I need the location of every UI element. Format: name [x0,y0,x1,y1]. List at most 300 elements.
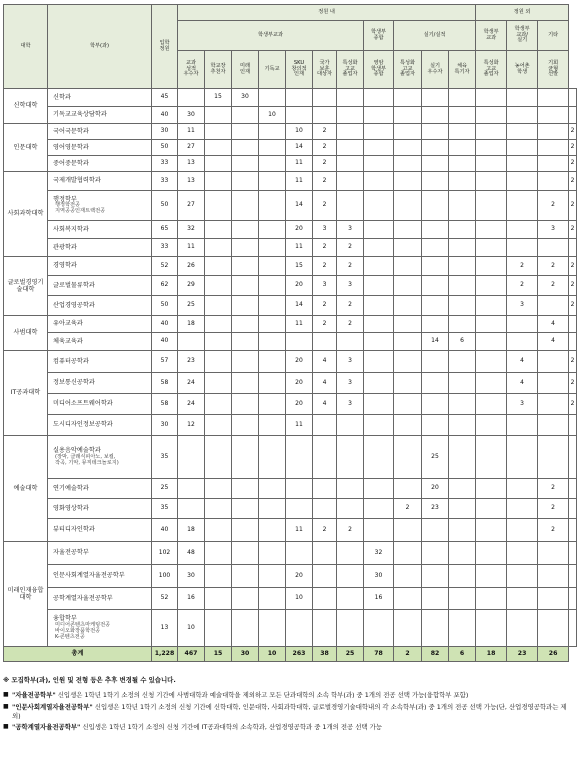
college-cell: 예술대학 [4,436,48,542]
value-cell [313,499,337,519]
total-value: 82 [422,647,449,662]
value-cell [569,316,577,333]
total-value: 2 [394,647,422,662]
value-cell [313,479,337,499]
notes-section [3,676,575,734]
value-cell [232,394,259,415]
table-row [4,107,577,124]
value-cell [507,415,538,436]
value-cell: 2 [394,499,422,519]
dept-name: 관광학과 [53,243,77,251]
value-cell [205,565,232,588]
value-cell [538,140,569,156]
value-cell: 62 [152,276,178,296]
value-cell [205,257,232,276]
value-cell [507,107,538,124]
value-cell [259,239,286,257]
value-cell [394,519,422,542]
table-row [4,172,577,191]
value-cell [394,107,422,124]
quota-table [3,4,577,662]
value-cell [422,140,449,156]
value-cell: 13 [178,172,205,191]
dept-cell [48,296,152,316]
value-cell: 2 [538,519,569,542]
value-cell: 11 [178,239,205,257]
dept-name: 영어영문학과 [53,143,89,151]
header-quota: 입학 정원 [152,5,178,89]
value-cell [232,499,259,519]
dept-name: 컴퓨터공학과 [53,357,89,365]
value-cell: 2 [313,191,337,221]
dept-name: 산업경영공학과 [53,301,95,309]
value-cell [476,191,507,221]
value-cell: 32 [364,542,394,565]
value-cell [364,351,394,373]
value-cell: 2 [337,239,364,257]
value-cell [232,156,259,172]
dept-cell [48,351,152,373]
value-cell: 2 [538,479,569,499]
value-cell [422,107,449,124]
note-item [3,703,575,722]
value-cell [394,333,422,351]
value-cell [205,156,232,172]
value-cell [422,296,449,316]
value-cell: 13 [178,156,205,172]
value-cell [259,124,286,140]
value-cell [364,436,394,479]
value-cell [259,542,286,565]
college-cell: 글로벌경영기술대학 [4,257,48,316]
header-out2-sub: 농어촌 학생 [507,51,538,89]
dept-cell [48,191,152,221]
value-cell: 40 [152,316,178,333]
value-cell [507,436,538,479]
value-cell: 14 [286,140,313,156]
value-cell [286,89,313,107]
value-cell: 57 [152,351,178,373]
value-cell [569,239,577,257]
value-cell [538,124,569,140]
value-cell: 11 [286,519,313,542]
table-row [4,415,577,436]
value-cell: 52 [152,588,178,610]
dept-sub-line: 행정학전공 [55,202,81,209]
value-cell [476,124,507,140]
value-cell [538,89,569,107]
dept-cell [48,373,152,394]
college-cell: 신학대학 [4,89,48,124]
dept-name: 체육교육과 [53,337,83,345]
value-cell: 29 [178,276,205,296]
header-sku: SKU 창의적 인재 [286,51,313,89]
table-row [4,140,577,156]
value-cell [507,140,538,156]
value-cell [232,333,259,351]
value-cell [569,415,577,436]
value-cell [449,499,476,519]
value-cell: 32 [178,221,205,239]
value-cell: 15 [286,257,313,276]
header-veteran: 국가 보훈 대상자 [313,51,337,89]
value-cell: 10 [286,588,313,610]
value-cell [178,333,205,351]
value-cell: 2 [507,257,538,276]
dept-cell [48,172,152,191]
value-cell [507,156,538,172]
value-cell [232,479,259,499]
value-cell [364,239,394,257]
table-row [4,191,577,221]
value-cell: 2 [313,316,337,333]
dept-name: 글로벌물류학과 [53,281,95,289]
value-cell [364,499,394,519]
value-cell [205,373,232,394]
value-cell [205,415,232,436]
value-cell: 11 [286,172,313,191]
value-cell [205,610,232,647]
dept-cell [48,415,152,436]
value-cell [259,565,286,588]
value-cell: 11 [286,239,313,257]
value-cell [422,415,449,436]
value-cell [449,257,476,276]
value-cell [538,394,569,415]
table-header [4,5,577,89]
value-cell [232,107,259,124]
value-cell [507,610,538,647]
value-cell [507,221,538,239]
table-row [4,276,577,296]
value-cell [364,316,394,333]
value-cell [422,519,449,542]
value-cell [232,373,259,394]
value-cell [313,415,337,436]
table-row [4,351,577,373]
value-cell: 2 [313,172,337,191]
value-cell: 14 [286,191,313,221]
value-cell: 30 [152,415,178,436]
dept-cell [48,140,152,156]
dept-sub-line: (장막, 클래식피아노, 보컬, [55,453,116,460]
header-outside: 정원 외 [476,5,569,21]
header-pr-excellent: 실기 우수자 [422,51,449,89]
value-cell [337,588,364,610]
value-cell [394,415,422,436]
value-cell [259,479,286,499]
header-out2: 학생부 교과/ 실기 [507,21,538,51]
value-cell: 2 [313,239,337,257]
value-cell [364,415,394,436]
value-cell: 2 [569,156,577,172]
value-cell [422,588,449,610]
value-cell [394,191,422,221]
table-body [4,89,577,662]
value-cell [205,172,232,191]
dept-name: 연기예술학과 [53,484,89,492]
value-cell [449,316,476,333]
value-cell: 100 [152,565,178,588]
value-cell [232,542,259,565]
dept-sub-line: 바이오화장품학전공 [55,627,101,634]
value-cell [394,394,422,415]
value-cell [259,221,286,239]
dept-cell [48,394,152,415]
value-cell: 2 [538,276,569,296]
value-cell [364,107,394,124]
value-cell [205,140,232,156]
value-cell [476,257,507,276]
value-cell: 3 [538,221,569,239]
value-cell [449,239,476,257]
value-cell: 18 [178,519,205,542]
value-cell [476,172,507,191]
value-cell: 3 [337,351,364,373]
header-out3: 기타 [538,21,569,51]
value-cell [538,610,569,647]
value-cell [232,415,259,436]
value-cell: 33 [152,239,178,257]
value-cell: 12 [178,415,205,436]
value-cell [232,519,259,542]
dept-name: 유아교육과 [53,320,83,328]
value-cell: 4 [507,373,538,394]
value-cell [507,191,538,221]
header-college: 대학 [4,5,48,89]
value-cell [364,610,394,647]
value-cell [232,436,259,479]
value-cell [538,436,569,479]
value-cell [259,172,286,191]
value-cell [449,156,476,172]
value-cell: 20 [286,394,313,415]
value-cell [394,156,422,172]
value-cell [259,519,286,542]
value-cell [569,89,577,107]
value-cell: 2 [337,316,364,333]
value-cell: 45 [152,89,178,107]
value-cell: 50 [152,296,178,316]
total-value: 10 [259,647,286,662]
value-cell [422,124,449,140]
total-label: 총계 [4,647,152,662]
value-cell: 3 [337,276,364,296]
value-cell [507,333,538,351]
value-cell [422,565,449,588]
total-value: 30 [232,647,259,662]
dept-cell [48,610,152,647]
value-cell: 25 [422,436,449,479]
value-cell [259,276,286,296]
dept-name: 경영학과 [53,262,77,270]
value-cell [364,276,394,296]
value-cell: 2 [569,373,577,394]
dept-cell [48,257,152,276]
dept-name: 융합학부 [53,615,77,623]
value-cell [422,542,449,565]
value-cell [205,221,232,239]
value-cell [422,156,449,172]
table-row [4,239,577,257]
college-cell: IT공과대학 [4,351,48,436]
dept-sub-line: 미디어콘텐츠마케팅전공 [55,621,111,628]
value-cell [394,588,422,610]
value-cell [364,140,394,156]
value-cell [232,351,259,373]
value-cell [449,140,476,156]
value-cell: 2 [569,296,577,316]
value-cell: 35 [152,436,178,479]
value-cell [232,124,259,140]
value-cell [538,107,569,124]
header-spec-pr: 특성화 고교 졸업자 [394,51,422,89]
value-cell: 20 [422,479,449,499]
value-cell [337,542,364,565]
value-cell [205,542,232,565]
value-cell [422,316,449,333]
value-cell [364,333,394,351]
value-cell [449,107,476,124]
value-cell: 4 [313,373,337,394]
value-cell [232,276,259,296]
value-cell [259,140,286,156]
value-cell: 2 [569,351,577,373]
value-cell [422,191,449,221]
total-value: 6 [449,647,476,662]
dept-sub-line: 작곡, 기악, 뮤직테크놀로지) [55,459,119,466]
dept-cell [48,124,152,140]
value-cell: 11 [286,316,313,333]
value-cell [205,351,232,373]
value-cell [449,415,476,436]
value-cell [286,499,313,519]
value-cell: 2 [313,296,337,316]
value-cell [337,565,364,588]
value-cell [337,610,364,647]
value-cell [364,373,394,394]
value-cell [449,542,476,565]
header-out1-sub: 특성화 고교 졸업자 [476,51,507,89]
dept-name: 영화영상학과 [53,504,89,512]
total-value: 38 [313,647,337,662]
value-cell: 58 [152,373,178,394]
value-cell: 18 [178,316,205,333]
header-within: 정원 내 [178,5,476,21]
table-row [4,316,577,333]
value-cell [394,479,422,499]
dept-name: 자율전공학부 [53,549,89,557]
value-cell: 40 [152,519,178,542]
value-cell: 20 [286,221,313,239]
value-cell: 10 [178,610,205,647]
table-row [4,499,577,519]
value-cell: 30 [152,124,178,140]
total-value: 18 [476,647,507,662]
value-cell [422,610,449,647]
dept-name: 공학계열자율전공학부 [53,594,113,602]
value-cell: 30 [364,565,394,588]
value-cell [313,333,337,351]
college-cell: 사범대학 [4,316,48,351]
table-row [4,221,577,239]
dept-sub-line: K-콘텐츠전공 [55,633,85,640]
note-text: "공학계열자율전공학부" 신입생은 1학년 1학기 소정의 신청 기간에 IT공과대학의 소속학과, 산업경영공학과 중 1개의 전공 선택 가능 [12,723,382,732]
table-row [4,519,577,542]
value-cell [313,436,337,479]
value-cell [449,296,476,316]
note-item [3,723,575,732]
value-cell [569,333,577,351]
table-row [4,156,577,172]
value-cell [178,436,205,479]
value-cell [422,221,449,239]
dept-cell [48,479,152,499]
dept-name: 사회복지학과 [53,225,89,233]
total-row [4,647,577,662]
header-out3-sub: 기회 균형 선발 [538,51,569,89]
value-cell: 2 [337,257,364,276]
value-cell: 27 [178,191,205,221]
value-cell: 30 [232,89,259,107]
value-cell [286,610,313,647]
header-out1: 학생부 교과 [476,21,507,51]
value-cell [449,221,476,239]
value-cell: 2 [313,257,337,276]
value-cell [394,124,422,140]
value-cell: 16 [364,588,394,610]
dept-name: 미디어소프트웨어학과 [53,400,113,408]
value-cell [538,156,569,172]
value-cell: 11 [286,156,313,172]
value-cell [507,519,538,542]
value-cell [394,610,422,647]
value-cell [476,499,507,519]
value-cell: 3 [507,394,538,415]
value-cell [364,156,394,172]
value-cell [337,479,364,499]
value-cell: 2 [313,124,337,140]
total-value: 23 [507,647,538,662]
value-cell [476,479,507,499]
value-cell: 20 [286,565,313,588]
value-cell: 40 [152,107,178,124]
dept-cell [48,156,152,172]
value-cell [538,373,569,394]
value-cell [422,172,449,191]
value-cell [449,351,476,373]
value-cell: 27 [178,140,205,156]
value-cell [205,499,232,519]
total-value: 1,228 [152,647,178,662]
dept-cell [48,221,152,239]
value-cell: 52 [152,257,178,276]
value-cell [205,333,232,351]
value-cell: 30 [178,565,205,588]
value-cell [337,172,364,191]
value-cell: 2 [337,296,364,316]
header-practical: 실기/실적 [394,21,476,51]
value-cell [507,588,538,610]
value-cell: 3 [507,296,538,316]
value-cell: 20 [286,373,313,394]
value-cell [507,565,538,588]
header-comprehensive: 학생부 종합 [364,21,394,51]
value-cell [178,479,205,499]
table-row [4,333,577,351]
dept-cell [48,542,152,565]
change-notice: ※ 모집학부(과), 인원 및 전형 등은 추후 변경될 수 있습니다. [3,676,176,684]
